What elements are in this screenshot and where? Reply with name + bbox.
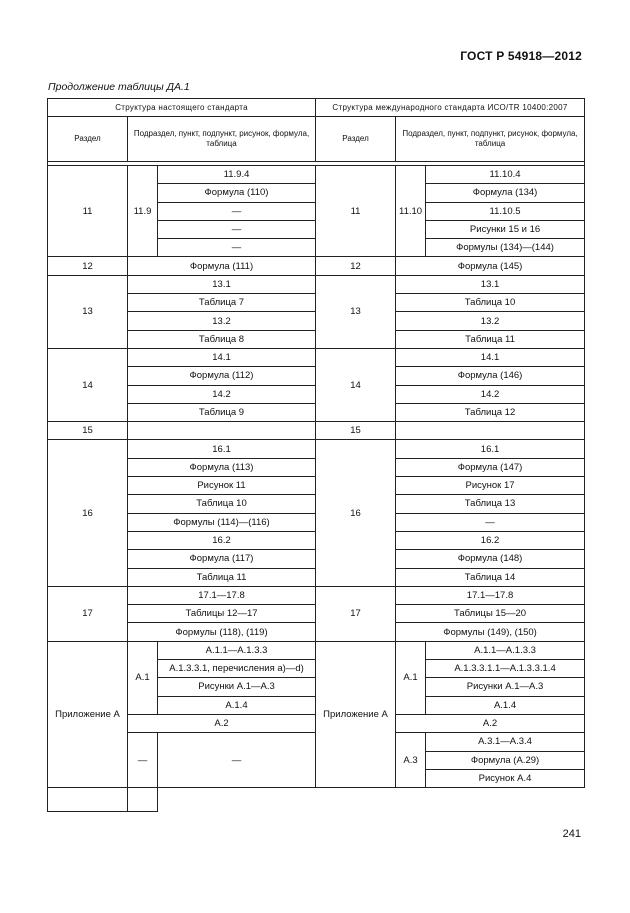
subsection-cell: 11.10 — [396, 166, 426, 257]
col-sub-left: Подраздел, пункт, подпункт, рисунок, формула, таблица — [128, 117, 316, 162]
subsection-cell: — — [128, 733, 158, 788]
section-cell: 12 — [48, 257, 128, 275]
table-cell: — — [158, 202, 316, 220]
correspondence-table — [47, 98, 585, 812]
section-cell: 13 — [48, 275, 128, 348]
table-cell: Формула (145) — [396, 257, 585, 275]
col-section-left: Раздел — [48, 117, 128, 162]
col-sub-right: Подраздел, пункт, подпункт, рисунок, формула, таблица — [396, 117, 585, 162]
table-cell: Таблица 10 — [396, 294, 585, 312]
section-cell: 16 — [316, 440, 396, 586]
table-cell: Таблица 11 — [128, 568, 316, 586]
head-left: Структура настоящего стандарта — [48, 99, 316, 117]
table-cell — [128, 788, 158, 812]
table-cell: Рисунки 15 и 16 — [426, 220, 585, 238]
table-cell: А.1.4 — [426, 696, 585, 714]
subsection-cell: А.3 — [396, 733, 426, 788]
table-cell: Рисунок 11 — [128, 477, 316, 495]
section-cell: 17 — [316, 586, 396, 641]
table-cell: Формула (134) — [426, 184, 585, 202]
page-number: 241 — [562, 828, 581, 840]
table-cell: Таблицы 12—17 — [128, 605, 316, 623]
table-cell: А.2 — [396, 714, 585, 732]
table-cell: 16.2 — [128, 531, 316, 549]
table-cell: Формула (111) — [128, 257, 316, 275]
table-cell: Таблица 7 — [128, 294, 316, 312]
table-cell: 13.2 — [128, 312, 316, 330]
table-cell: Формулы (134)—(144) — [426, 239, 585, 257]
table-cell: Формулы (149), (150) — [396, 623, 585, 641]
table-cell: Рисунки А.1—А.3 — [158, 678, 316, 696]
table-cell: 13.2 — [396, 312, 585, 330]
table-cell: Таблица 13 — [396, 495, 585, 513]
col-section-right: Раздел — [316, 117, 396, 162]
section-cell: 15 — [48, 422, 128, 440]
table-caption: Продолжение таблицы ДА.1 — [48, 81, 190, 93]
table-cell: А.3.1—А.3.4 — [426, 733, 585, 751]
table-cell: Формула (113) — [128, 458, 316, 476]
table-cell: 17.1—17.8 — [128, 586, 316, 604]
table-cell — [48, 788, 128, 812]
table-cell: Формула (146) — [396, 367, 585, 385]
table-cell: Таблица 10 — [128, 495, 316, 513]
table-cell: 16.1 — [396, 440, 585, 458]
table-cell: Формулы (118), (119) — [128, 623, 316, 641]
table-cell: 14.2 — [396, 385, 585, 403]
subsection-cell: 11.9 — [128, 166, 158, 257]
table-cell: 16.2 — [396, 531, 585, 549]
table-cell: 11.10.5 — [426, 202, 585, 220]
subsection-cell: А.1 — [396, 641, 426, 714]
table-cell: Таблица 9 — [128, 403, 316, 421]
section-cell: 12 — [316, 257, 396, 275]
table-cell: 14.1 — [396, 348, 585, 366]
table-cell: Формула (112) — [128, 367, 316, 385]
table-cell: Формула (А.29) — [426, 751, 585, 769]
table-cell: 14.2 — [128, 385, 316, 403]
table-cell: — — [158, 733, 316, 788]
table-cell: Таблица 12 — [396, 403, 585, 421]
section-cell: 13 — [316, 275, 396, 348]
subsection-cell: А.1 — [128, 641, 158, 714]
section-cell: 16 — [48, 440, 128, 586]
table-cell: — — [396, 513, 585, 531]
table-cell: 11.9.4 — [158, 166, 316, 184]
table-cell — [396, 422, 585, 440]
table-cell: А.1.1—А.1.3.3 — [158, 641, 316, 659]
table-cell: Таблица 8 — [128, 330, 316, 348]
table-cell: Формула (147) — [396, 458, 585, 476]
table-cell: 16.1 — [128, 440, 316, 458]
section-cell: 15 — [316, 422, 396, 440]
table-cell: 13.1 — [396, 275, 585, 293]
section-cell: Приложение А — [316, 641, 396, 787]
table-cell: — — [158, 239, 316, 257]
section-cell: 11 — [48, 166, 128, 257]
table-cell: Рисунки А.1—А.3 — [426, 678, 585, 696]
table-cell: Таблицы 15—20 — [396, 605, 585, 623]
table-cell: А.1.4 — [158, 696, 316, 714]
table-cell: А.1.3.3.1, перечисления а)—d) — [158, 660, 316, 678]
table-cell: Рисунок 17 — [396, 477, 585, 495]
table-cell: Рисунок А.4 — [426, 769, 585, 787]
section-cell: Приложение А — [48, 641, 128, 787]
table-cell: А.1.1—А.1.3.3 — [426, 641, 585, 659]
table-cell: Формулы (114)—(116) — [128, 513, 316, 531]
table-cell: 11.10.4 — [426, 166, 585, 184]
table-cell: Формула (148) — [396, 550, 585, 568]
table-cell: 14.1 — [128, 348, 316, 366]
table-cell: А.1.3.3.1.1—А.1.3.3.1.4 — [426, 660, 585, 678]
section-cell: 14 — [48, 348, 128, 421]
table-cell: 17.1—17.8 — [396, 586, 585, 604]
standard-header: ГОСТ Р 54918—2012 — [460, 49, 582, 63]
table-cell: Таблица 14 — [396, 568, 585, 586]
section-cell: 14 — [316, 348, 396, 421]
section-cell: 17 — [48, 586, 128, 641]
table-cell — [128, 422, 316, 440]
head-right: Структура международного стандарта ИСО/TR 10400:2007 — [316, 99, 585, 117]
table-cell: — — [158, 220, 316, 238]
table-cell: Формула (110) — [158, 184, 316, 202]
table-cell: Таблица 11 — [396, 330, 585, 348]
table-cell: Формула (117) — [128, 550, 316, 568]
table-cell: 13.1 — [128, 275, 316, 293]
section-cell: 11 — [316, 166, 396, 257]
table-cell: А.2 — [128, 714, 316, 732]
